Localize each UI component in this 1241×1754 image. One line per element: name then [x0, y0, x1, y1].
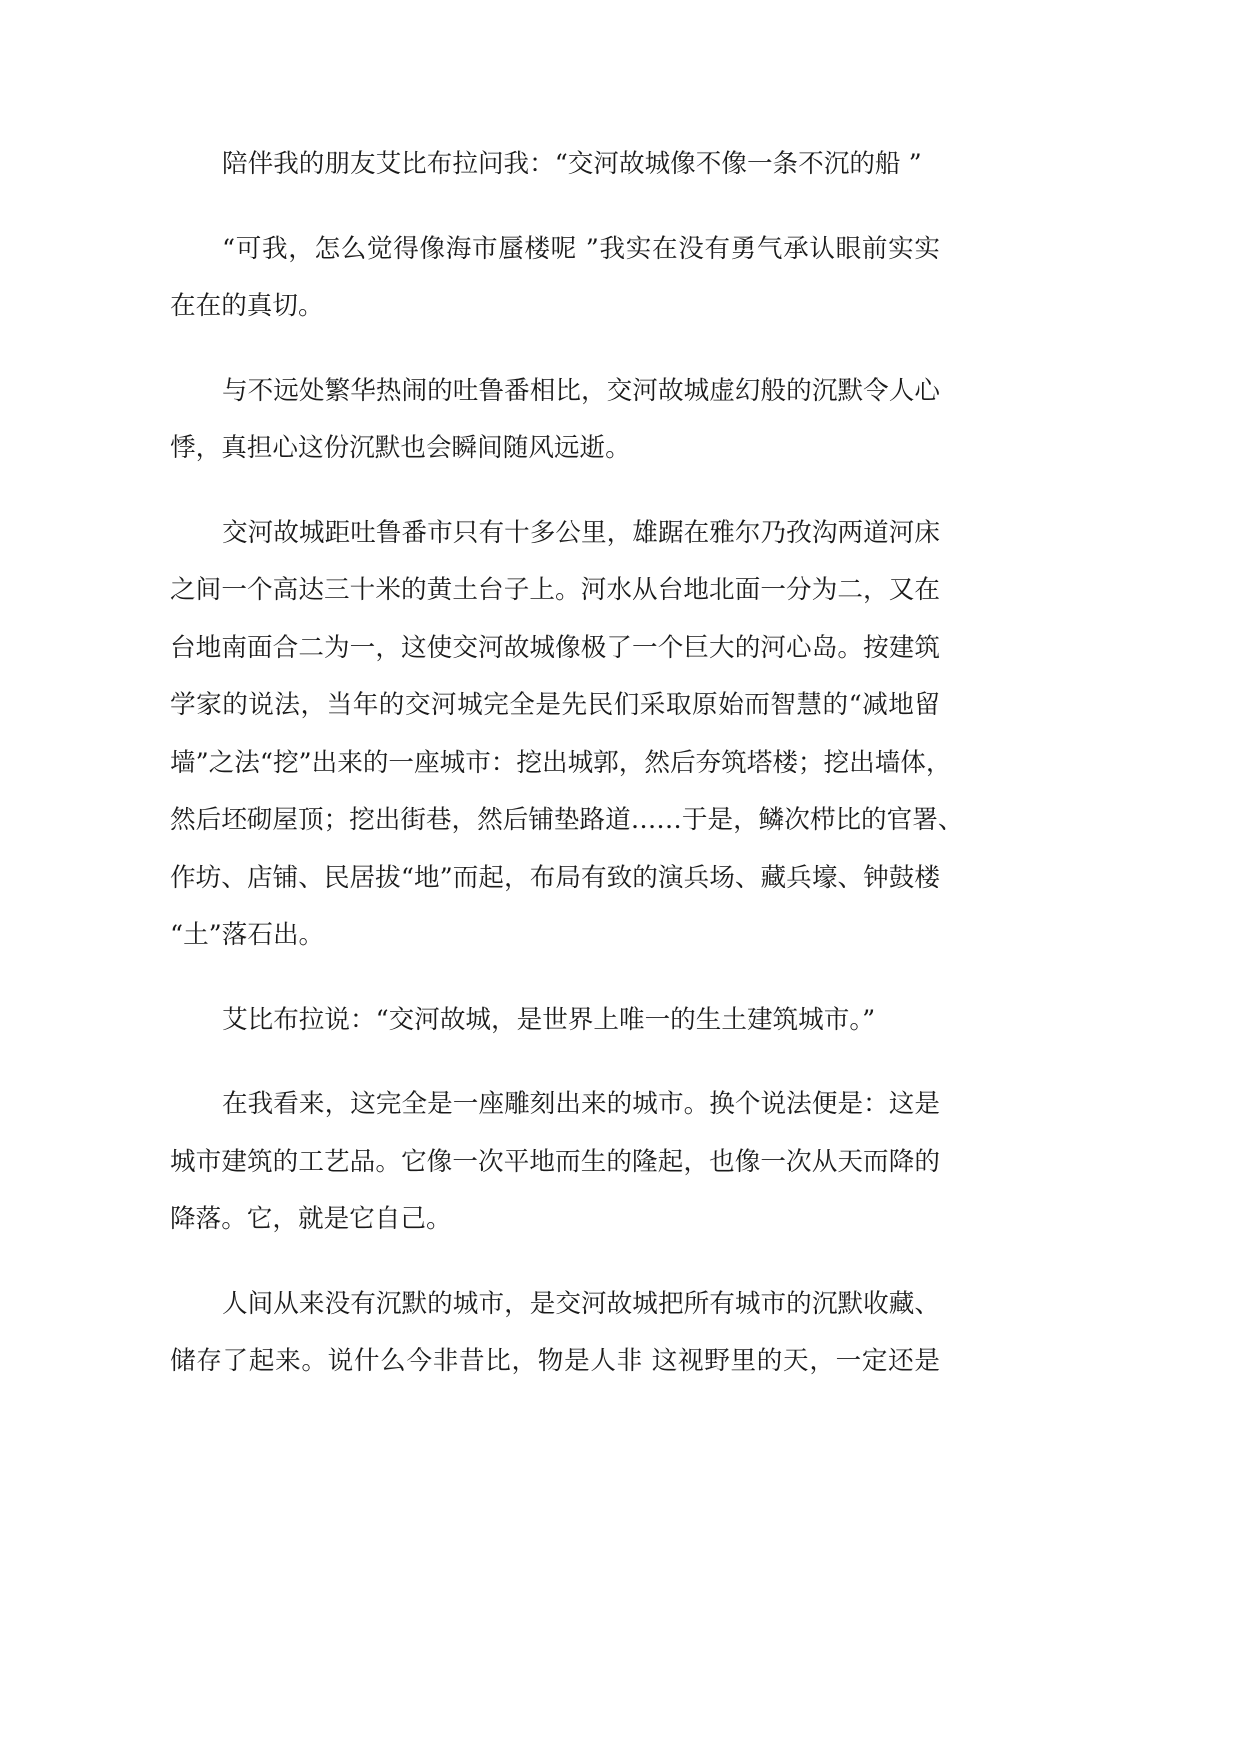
- text-line: 然后坯砌屋顶；挖出街巷，然后铺垫路道……于是，鳞次栉比的官署、: [170, 805, 964, 835]
- text-line: 陪伴我的朋友艾比布拉问我：“交河故城像不像一条不沉的船 ”: [222, 149, 922, 179]
- text-line: 交河故城距吐鲁番市只有十多公里，雄踞在雅尔乃孜沟两道河床: [222, 517, 940, 548]
- text-line: 与不远处繁华热闹的吐鲁番相比，交河故城虚幻般的沉默令人心: [222, 375, 940, 406]
- text-line: 储存了起来。说什么今非昔比，物是人非 这视野里的天，一定还是: [170, 1346, 940, 1376]
- body-text: [170, 136, 964, 1418]
- text-line: 学家的说法，当年的交河城完全是先民们采取原始而智慧的“减地留: [170, 690, 940, 720]
- paragraph: [170, 992, 940, 1050]
- text-line: 之间一个高达三十米的黄土台子上。河水从台地北面一分为二，又在: [170, 575, 940, 605]
- paragraph: [170, 221, 940, 336]
- text-line: 在在的真切。: [170, 291, 324, 321]
- text-line: 城市建筑的工艺品。它像一次平地而生的隆起，也像一次从天而降的: [170, 1146, 940, 1177]
- text-line: 墙”之法“挖”出来的一座城市：挖出城郭，然后夯筑塔楼；挖出墙体，: [170, 747, 952, 778]
- text-line: 人间从来没有沉默的城市，是交河故城把所有城市的沉默收藏、: [222, 1288, 940, 1319]
- paragraph: [170, 505, 964, 965]
- text-line: 艾比布拉说：“交河故城，是世界上唯一的生土建筑城市。”: [222, 1004, 876, 1035]
- text-line: 作坊、店铺、民居拔“地”而起，布局有致的演兵场、藏兵壕、钟鼓楼: [170, 862, 940, 893]
- text-line: “可我，怎么觉得像海市蜃楼呢 ”我实在没有勇气承认眼前实实: [222, 233, 940, 264]
- text-line: 悸，真担心这份沉默也会瞬间随风远逝。: [170, 433, 631, 463]
- paragraph: [170, 1276, 940, 1391]
- paragraph: [170, 1076, 940, 1249]
- paragraph: [170, 363, 940, 478]
- text-line: 台地南面合二为一，这使交河故城像极了一个巨大的河心岛。按建筑: [170, 632, 940, 663]
- text-line: “土”落石出。: [170, 920, 325, 950]
- paragraph: [170, 136, 940, 194]
- text-line: 降落。它，就是它自己。: [170, 1204, 452, 1234]
- text-line: 在我看来，这完全是一座雕刻出来的城市。换个说法便是：这是: [222, 1089, 940, 1119]
